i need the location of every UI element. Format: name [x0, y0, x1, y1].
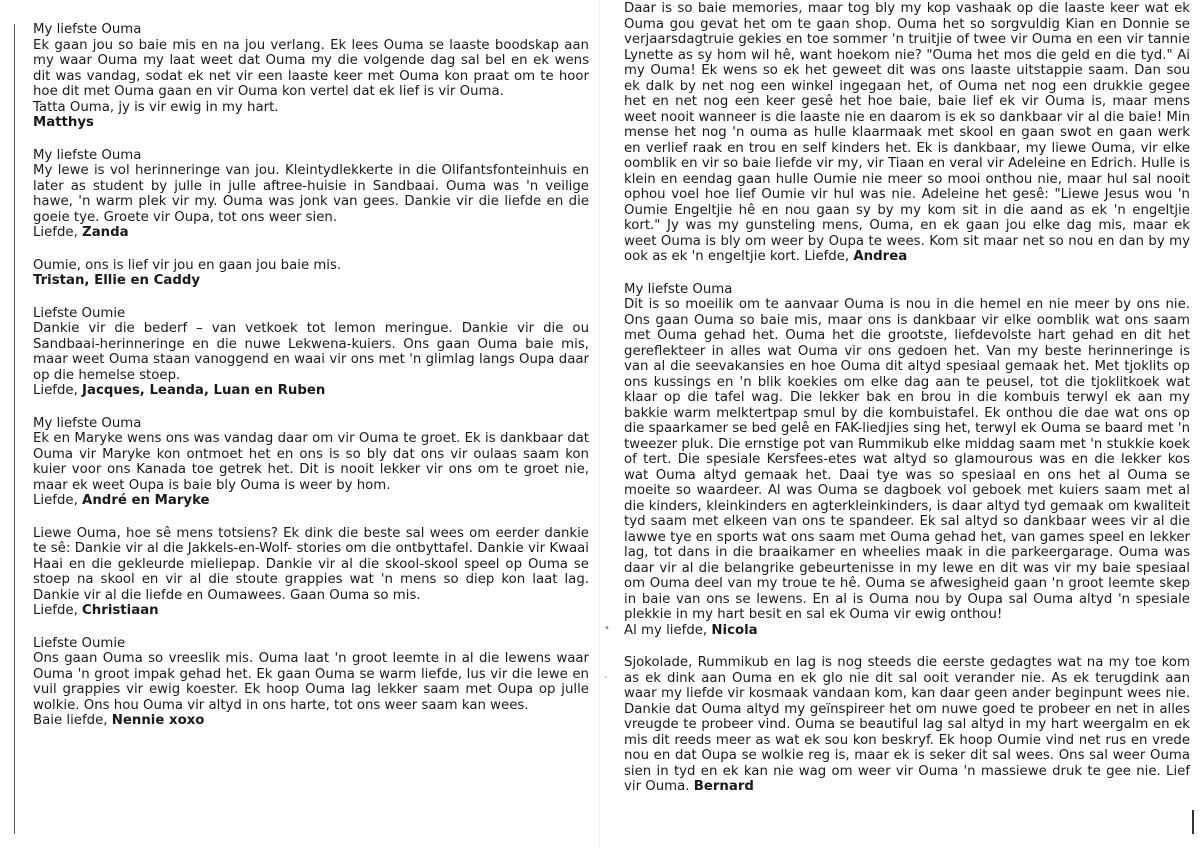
- right-page-column: [624, 0, 1190, 812]
- tribute-bernard: [624, 655, 1190, 795]
- greeting: My liefste Ouma: [33, 415, 142, 431]
- signature: Nicola: [711, 622, 758, 638]
- message-body: Oumie, ons is lief vir jou en gaan jou baie mis.: [33, 257, 342, 273]
- signature: Tristan, Ellie en Caddy: [33, 273, 201, 288]
- signature: Matthys: [33, 115, 94, 130]
- scan-mark: •: [604, 623, 610, 634]
- left-page-column: [33, 0, 589, 746]
- greeting: Liefste Oumie: [33, 635, 126, 651]
- signature: Nennie xoxo: [111, 713, 205, 728]
- greeting: My liefste Ouma: [33, 22, 142, 37]
- tribute-nennie: [33, 636, 589, 729]
- tribute-matthys: [33, 22, 589, 131]
- tribute-nicola: [624, 282, 1190, 639]
- message-body: Daar is so baie memories, maar tog bly my kop vashaak op die laaste keer wat ek Ouma gou gevat het om te gaan shop. Ouma het so sorgvuldig Kian en Donnie se verjaarsdagtruie gekies en toe sommer 'n truitjie of twee vir Ouma en een vir tannie Lynette as sy hom wil hê, want hoekom nie? "Ouma het mos die geld en die tyd." Ai my Ouma! Ek wens so ek het geweet dit was ons laaste uitstappie saam. Dan sou ek dalk by net nog een winkel ingegaan het, of Ouma net nog een drukkie gegee het en net nog een keer gesê het hoe baie, baie lief ek vir Ouma is, maar mens weet nooit wanneer is die laaste nie en daarom is ek so dankbaar vir al die baie! Min mense het nog 'n ouma as hulle klaarmaak met skool en gaan swot en gaan werk en verlief raak en trou en self kinders het. Ek is dankbaar, my liewe Ouma, vir elke oomblik en vir so baie liefde vir my, vir Tiaan en veral vir Adeleine en Edrich. Hulle is klein en eendag gaan hulle Oumie nie meer so mooi onthou nie, maar hul sal nooit ophou voel hoe lief Oumie vir hul was nie. Adeleine het gesê: "Liewe Jesus wou 'n Oumie Engeltjie hê en nou gaan sy by my kom sit in die aand as ek 'n engeltjie kort." Jy was my gunsteling mens, Ouma, en ek gaan jou elke dag mis, maar ek weet Ouma is bly om weer by Oupa te wees. Kom sit maar net so nou en dan by my ook as ek 'n engeltjie kort. Liefde,: [624, 1, 1190, 264]
- greeting: My liefste Ouma: [624, 281, 733, 297]
- message-body: Ons gaan Ouma so vreeslik mis. Ouma laat 'n groot leemte in al die lewens waar Ouma 'n groot impak gehad het. Ek gaan Ouma se warm liefde, lus vir die lewe en vuil grappies vir ewig koester. Ek hoop Ouma lag lekker saam met Oupa op julle wolkie. Ons hou Ouma vir altyd in ons harte, tot ons weer saam kan wees.: [33, 651, 589, 713]
- message-body: Dit is so moeilik om te aanvaar Ouma is nou in die hemel en nie meer by ons nie. Ons gaan Ouma so baie mis, maar ons is dankbaar vir elke oomblik wat ons saam met Ouma gehad het. Ouma het die grootste, liefdevolste hart gehad en dit het gereflekteer in alles wat Ouma vir ons gedoen het. Van my beste herinneringe is van al die seevakansies en hoe Ouma dit altyd spesiaal gemaak het. Met tjoklits op ons kussings en 'n blik koekies om elke dag aan te peusel, tot die tjoklitkoek wat klaar op die tafel wag. Die lekker bak en brou in die kombuis terwyl ek aan my bakkie warm melktertpap smul by die kombuistafel. Ek onthou die dae wat ons op die spaarkamer se bed gelê en FAK-liedjies sing het, terwyl ek Ouma se baard met 'n tweezer pluk. Die ernstige pot van Rummikub elke middag saam met 'n stukkie koek of tert. Die spesiale Kersfees-etes wat altyd so glamourous was en die lekker kos wat Ouma altyd gemaak het. Daai tye was so spesiaal en ons het al Ouma se moeite so waardeer. Al was Ouma se dagboek vol geboek met kuiers saam met al die kinders, kleinkinders en agterkleinkinders, is daar altyd tyd gemaak om kwaliteit tyd saam met elkeen van ons te spandeer. Ek sal altyd so dankbaar wees vir al die lawwe tye en sports wat ons saam met Ouma gehad het, van games speel en lekker lag, tot dans in die braaikamer en wheelies maak in die parkeergarage. Ouma was daar vir al die belangrike gebeurtenisse in my lewe en dit was vir my baie spesiaal om Ouma deel van my troue te hê. Ouma se afwesigheid gaan 'n groot leemte skep in baie van ons se lewens. En al is Ouma nou by Oupa sal Ouma altyd 'n spesiale plekkie in my hart besit en sal ek Ouma vir ewig onthou!: [624, 297, 1190, 622]
- tribute-zanda: [33, 148, 589, 241]
- signature: André en Maryke: [82, 493, 210, 508]
- closing: Al my liefde,: [624, 622, 712, 638]
- signature: Bernard: [693, 779, 754, 794]
- message-body: Sjokolade, Rummikub en lag is nog steeds die eerste gedagtes wat na my toe kom as ek dink aan Ouma en ek glo nie dit sal ooit verander nie. As ek terugdink aan waar my liefde vir kosmaak vandaan kom, kan daar geen ander beginpunt wees nie. Dankie dat Ouma altyd my geïnspireer het om nuwe goed te probeer en net in alles vreugde te probeer vind. Ouma se beautiful lag sal altyd in my hart weergalm en ek mis dit reeds meer as wat ek sou kon beskryf. Ek hoop Oumie vind net rus en vrede nou en dat Oupa se wolkie reg is, maar ek is seker dit sal wees. Ons sal weer Ouma sien in tyd en ek kan nie wag om weer vir Ouma 'n massiewe druk te gee nie. Lief vir Ouma.: [624, 655, 1190, 794]
- signature: Zanda: [82, 225, 129, 240]
- message-body: Ek en Maryke wens ons was vandag daar om vir Ouma te groet. Ek is dankbaar dat Ouma vir Maryke kon ontmoet het en ons is so bly dat ons vir oulaas saam kon kuier voor ons Kanada toe getrek het. Dit is nooit lekker vir ons om te groet nie, maar ek weet Oupa is baie bly Ouma is weer by hom.: [33, 431, 589, 493]
- signature: Christiaan: [82, 603, 159, 618]
- closing: Tatta Ouma, jy is vir ewig in my hart.: [33, 99, 279, 115]
- signature: Jacques, Leanda, Luan en Ruben: [82, 383, 326, 398]
- tribute-andrea: [624, 1, 1190, 265]
- closing: Liefde,: [33, 603, 83, 618]
- tribute-christiaan: [33, 526, 589, 619]
- closing: Liefde,: [33, 493, 83, 508]
- page-fold: [599, 0, 600, 848]
- message-body: Ek gaan jou so baie mis en na jou verlang. Ek lees Ouma se laaste boodskap aan my waar Ouma my laat weet dat Ouma my die volgende dag sal bel en ek wens dit was vandag, sodat ek net vir een laaste keer met Ouma kon praat om te hoor hoe dit met Ouma gaan en vir Ouma kon vertel dat ek lief is vir Ouma.: [33, 37, 589, 99]
- scan-mark: ‑: [604, 672, 608, 683]
- tribute-andre-maryke: [33, 416, 589, 509]
- signature: Andrea: [853, 249, 908, 264]
- page-edge: [1192, 810, 1194, 834]
- closing: Liefde,: [33, 225, 83, 240]
- message-body: My lewe is vol herinneringe van jou. Kleintydlekkerte in die Olifantsfonteinhuis en later as student by julle in julle aftree-huisie in Sandbaai. Ouma was 'n veilige hawe, 'n warm plek vir my. Ouma was jonk van gees. Dankie vir die liefde en die goeie tye. Groete vir Oupa, tot ons weer sien.: [33, 163, 589, 225]
- closing: Liefde,: [33, 383, 83, 398]
- tribute-tristan-ellie-caddy: [33, 258, 589, 289]
- greeting: My liefste Ouma: [33, 147, 142, 163]
- message-body: Liewe Ouma, hoe sê mens totsiens? Ek dink die beste sal wees om eerder dankie te sê: Dankie vir al die Jakkels-en-Wolf- stories om die ontbyttafel. Dankie vir Kwaai Haai en die gekleurde mieliepap. Dankie vir al die skool-skool speel op Ouma se stoep na skool en vir al die stoute grappies wat 'n mens so diep kon laat lag. Dankie vir al die liefde en Oumawees. Gaan Ouma so mis.: [33, 525, 589, 603]
- closing: Baie liefde,: [33, 713, 112, 728]
- greeting: Liefste Oumie: [33, 305, 126, 321]
- message-body: Dankie vir die bederf – van vetkoek tot lemon meringue. Dankie vir die ou Sandbaai-herinneringe en die nuwe Lekwena-kuiers. Ons gaan Ouma baie mis, maar weet Ouma staan vanoggend en waai vir ons met 'n glimlag langs Oupa daar op die hemelse stoep.: [33, 321, 589, 383]
- tribute-jacques-family: [33, 306, 589, 399]
- page-spine-line: [14, 24, 15, 834]
